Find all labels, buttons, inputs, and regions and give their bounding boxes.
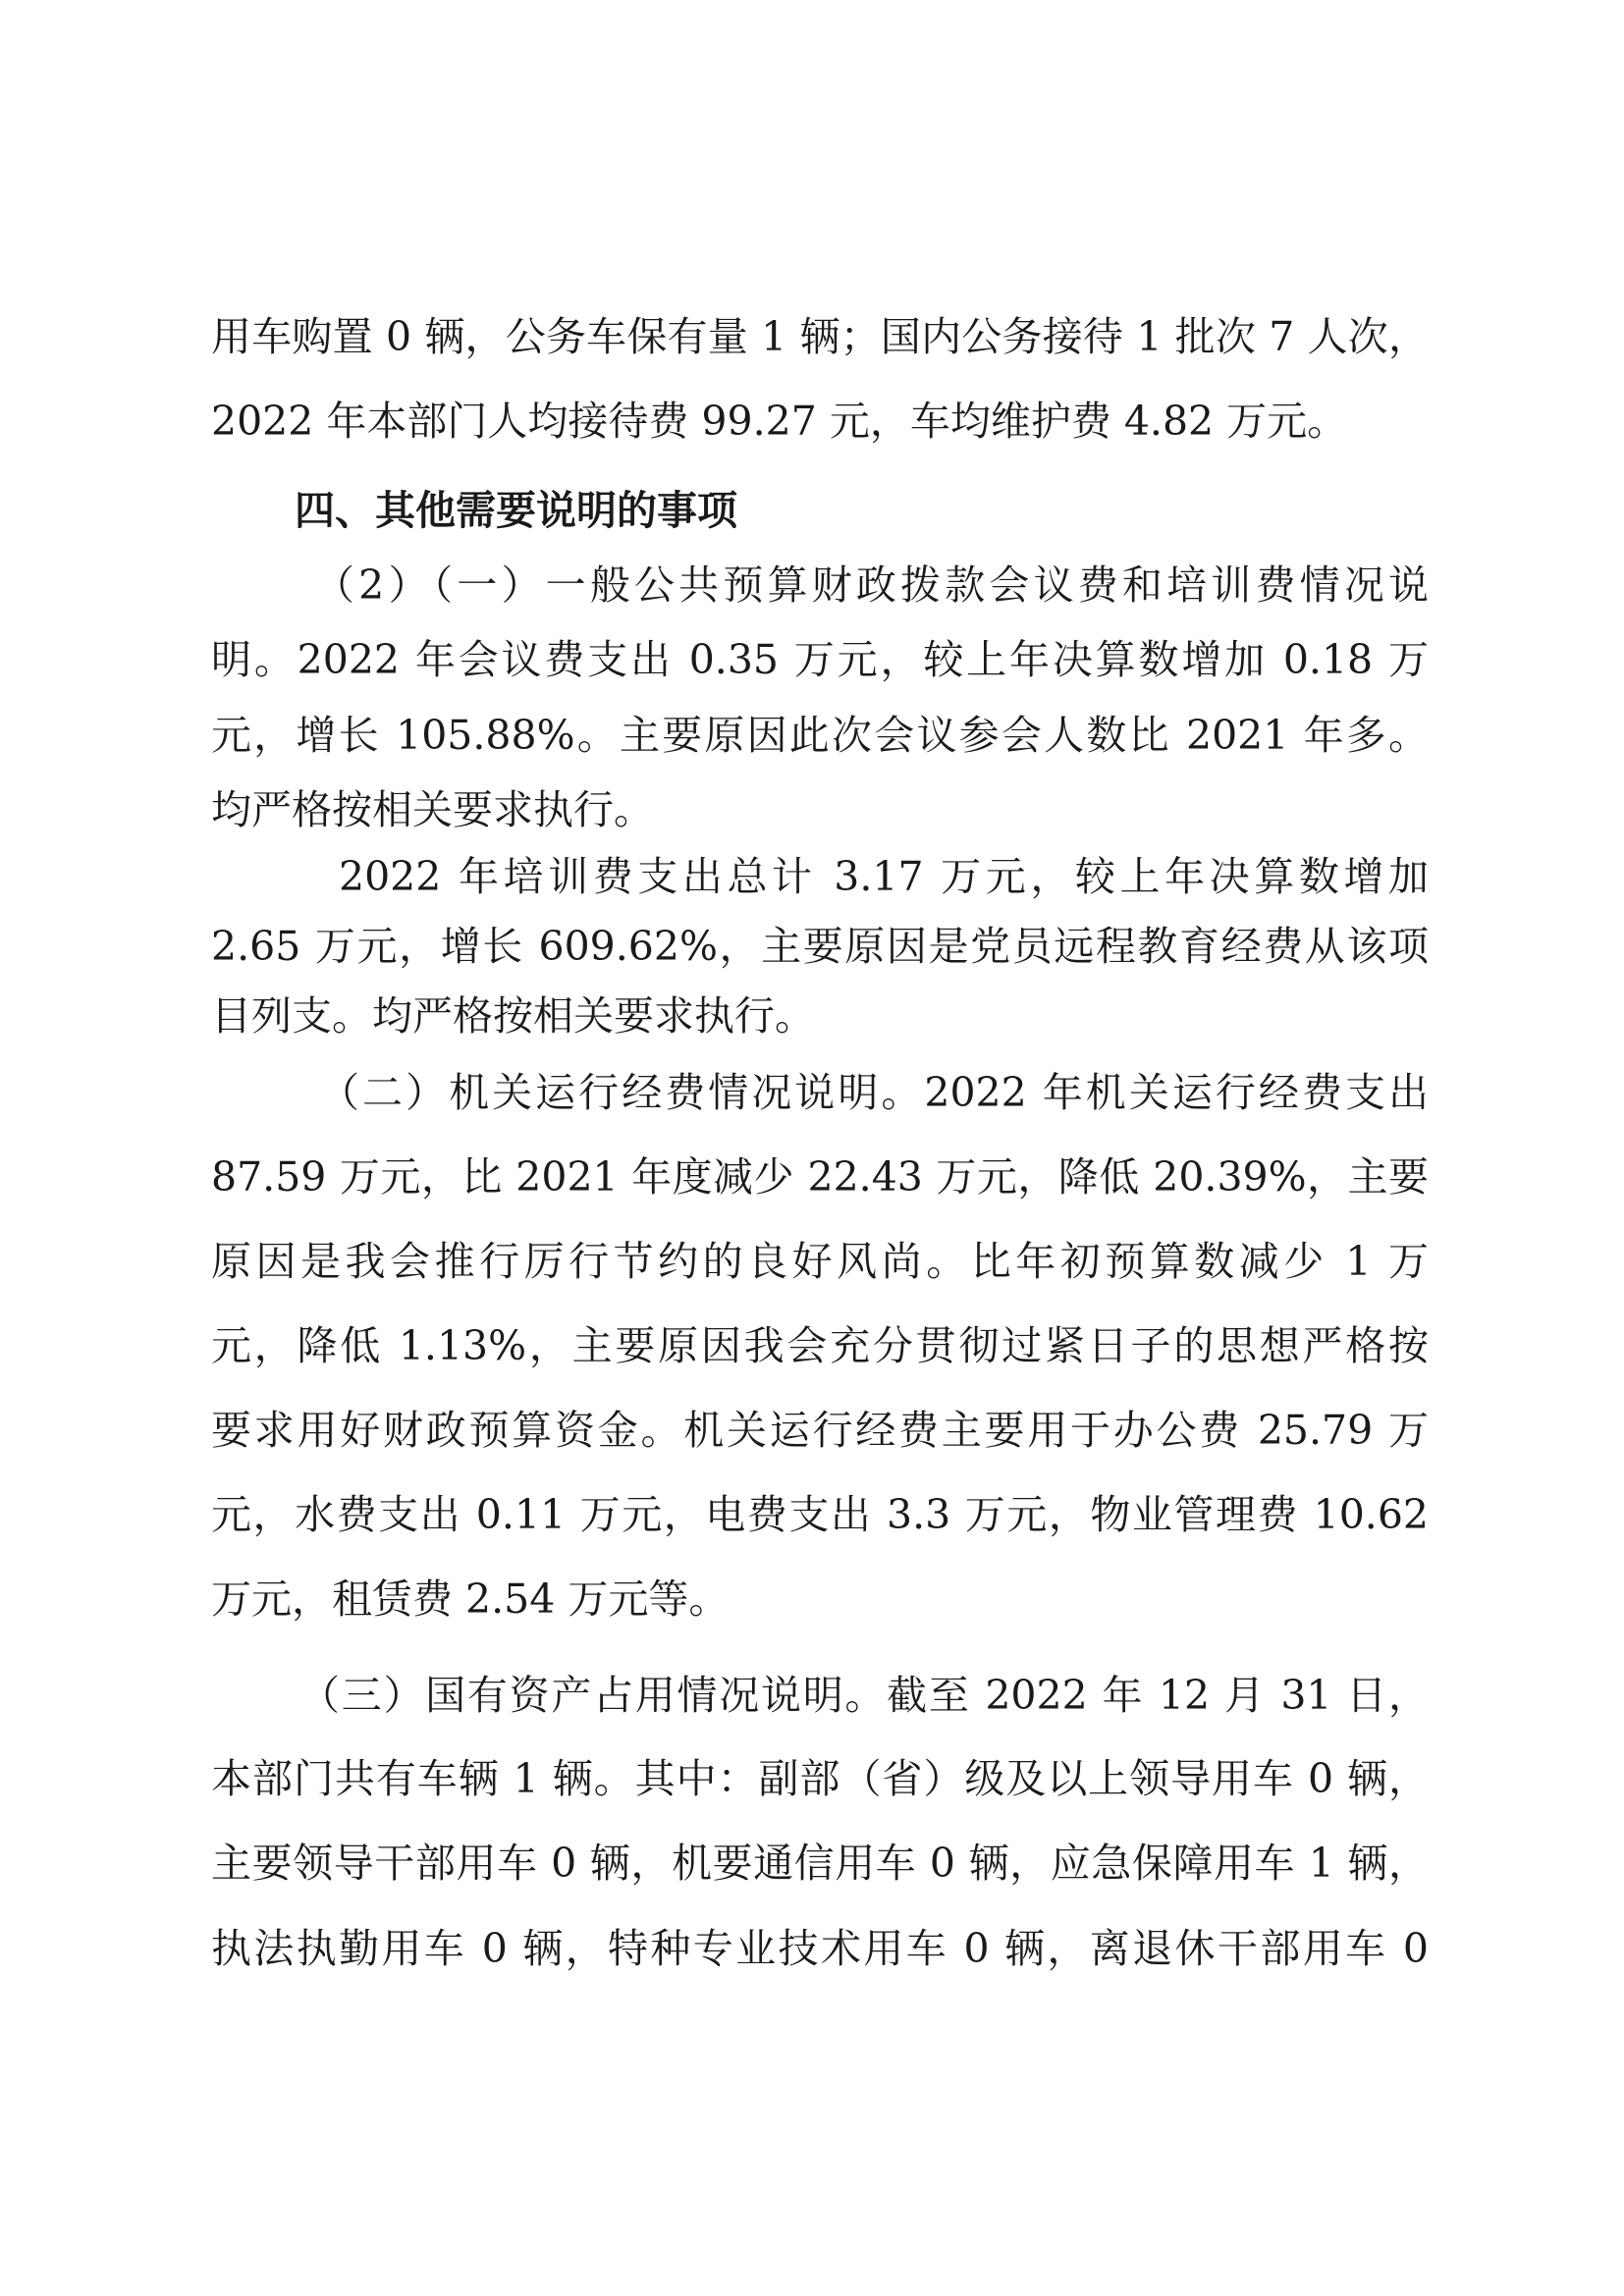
body-line: 2022 年本部门人均接待费 99.27 元，车均维护费 4.82 万元。 xyxy=(211,398,1348,445)
body-line: 2022 年培训费支出总计 3.17 万元，较上年决算数增加 xyxy=(339,853,1429,900)
body-line: 原因是我会推行厉行节约的良好风尚。比年初预算数减少 1 万 xyxy=(211,1238,1429,1285)
body-line: （二）机关运行经费情况说明。2022 年机关运行经费支出 xyxy=(319,1069,1429,1116)
body-line: 用车购置 0 辆，公务车保有量 1 辆；国内公务接待 1 批次 7 人次， xyxy=(211,313,1429,360)
body-line: 本部门共有车辆 1 辆。其中：副部（省）级及以上领导用车 0 辆， xyxy=(211,1755,1429,1802)
body-line: 万元，租赁费 2.54 万元等。 xyxy=(211,1575,730,1623)
body-line: 2.65 万元，增长 609.62%，主要原因是党员远程教育经费从该项 xyxy=(211,923,1429,970)
body-line: 元，降低 1.13%，主要原因我会充分贯彻过紧日子的思想严格按 xyxy=(211,1322,1429,1369)
body-line: 明。2022 年会议费支出 0.35 万元，较上年决算数增加 0.18 万 xyxy=(211,636,1429,683)
body-line: 主要领导干部用车 0 辆，机要通信用车 0 辆，应急保障用车 1 辆， xyxy=(211,1840,1429,1887)
body-line: 要求用好财政预算资金。机关运行经费主要用于办公费 25.79 万 xyxy=(211,1407,1429,1454)
body-line: 87.59 万元，比 2021 年度减少 22.43 万元，降低 20.39%，主要 xyxy=(211,1153,1429,1201)
body-line: 执法执勤用车 0 辆，特种专业技术用车 0 辆，离退休干部用车 0 xyxy=(211,1925,1429,1972)
body-line: 目列支。均严格按相关要求执行。 xyxy=(211,992,815,1040)
section-heading: 四、其他需要说明的事项 xyxy=(295,487,737,534)
body-line: 均严格按相关要求执行。 xyxy=(211,786,654,833)
body-line: 元，增长 105.88%。主要原因此次会议参会人数比 2021 年多。 xyxy=(211,712,1429,759)
body-line: 元，水费支出 0.11 万元，电费支出 3.3 万元，物业管理费 10.62 xyxy=(211,1491,1429,1538)
body-line: （2）（一）一般公共预算财政拨款会议费和培训费情况说 xyxy=(314,561,1429,609)
body-line: （三）国有资产占用情况说明。截至 2022 年 12 月 31 日， xyxy=(299,1672,1429,1719)
